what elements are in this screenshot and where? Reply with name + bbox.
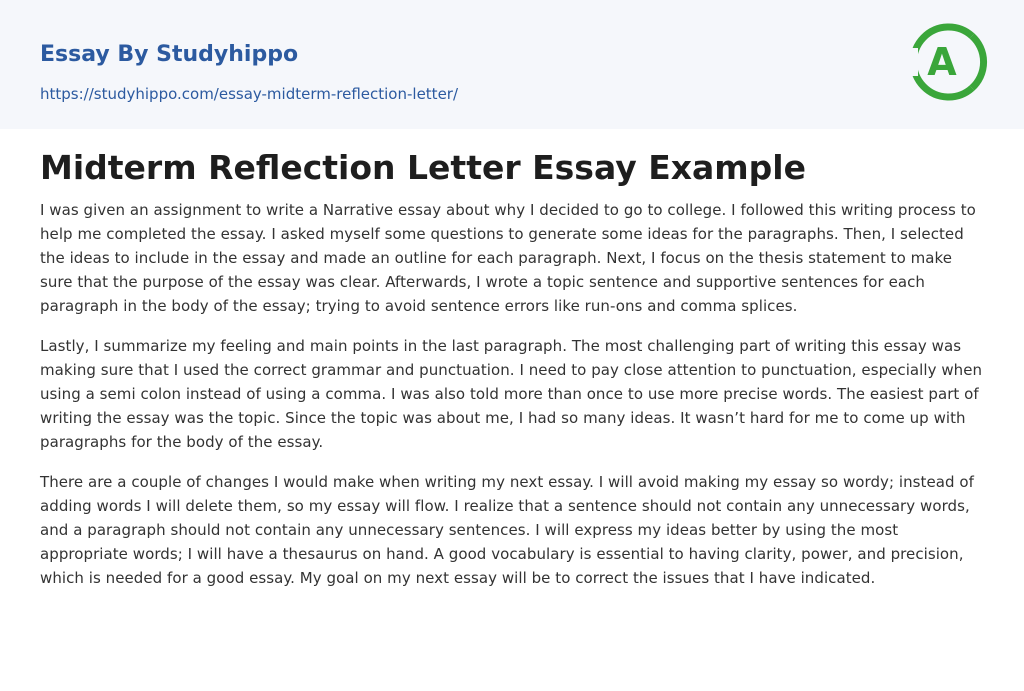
article [40, 146, 986, 606]
page-url-link[interactable]: https://studyhippo.com/essay-midterm-reflection-letter/ [40, 85, 459, 103]
article-paragraph: Lastly, I summarize my feeling and main points in the last paragraph. The most challenging part of writing this essay was making sure that I used the correct grammar and punctuation. I need to pay close attention to punctuation, especially when using a semi colon instead of using a comma. I was also told more than once to use more precise words. The easiest part of writing the essay was the topic. Since the topic was about me, I had so many ideas. It wasn’t hard for me to come up with paragraphs for the body of the essay. [40, 337, 983, 451]
article-paragraph: I was given an assignment to write a Narrative essay about why I decided to go to college. I followed this writing process to help me completed the essay. I asked myself some questions to generate some ideas for the paragraphs. Then, I selected the ideas to include in the essay and made an outline for each paragraph. Next, I focus on the thesis statement to make sure that the purpose of the essay was clear. Afterwards, I wrote a topic sentence and supportive sentences for each paragraph in the body of the essay; trying to avoid sentence errors like run-ons and comma splices. [40, 201, 976, 315]
site-header [0, 0, 1024, 129]
article-title: Midterm Reflection Letter Essay Example [40, 148, 806, 187]
logo-letter: A [927, 40, 957, 84]
article-paragraph: There are a couple of changes I would make when writing my next essay. I will avoid making my essay so wordy; instead of adding words I will delete them, so my essay will flow. I realize that a sentence should not contain any unnecessary words, and a paragraph should not contain any unnecessary sentences. I will express my ideas better by using the most appropriate words; I will have a thesaurus on hand. A good vocabulary is essential to having clarity, power, and precision, which is needed for a good essay. My goal on my next essay will be to correct the issues that I have indicated. [40, 473, 974, 587]
studyhippo-logo-icon[interactable] [910, 18, 988, 106]
site-brand[interactable]: Essay By Studyhippo [40, 42, 299, 67]
